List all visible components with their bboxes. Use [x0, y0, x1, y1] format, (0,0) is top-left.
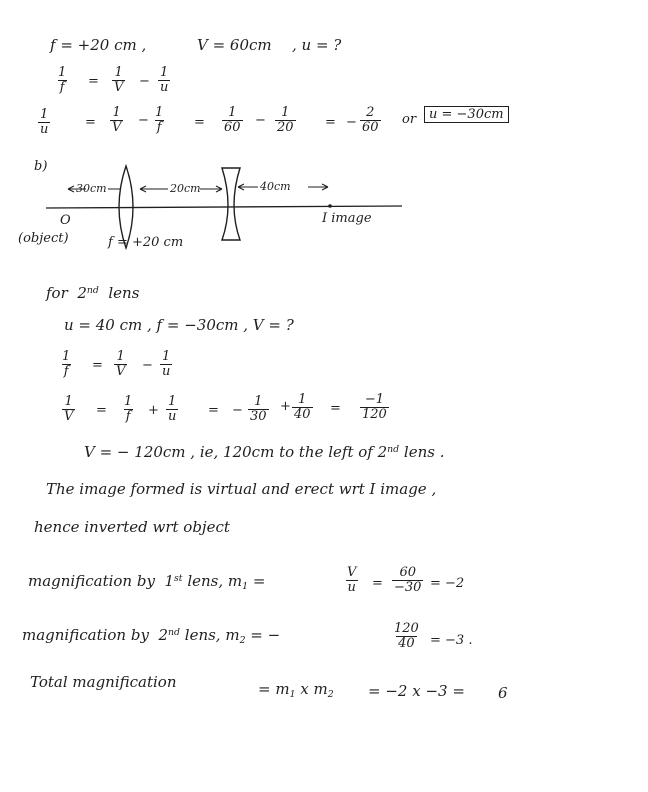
image-distance-result: V = − 120cm , ie, 120cm to the left of 2nd lens . — [84, 443, 445, 462]
explanation-line-1: The image formed is virtual and erect wrt I image , — [46, 480, 437, 498]
distance-30cm: 30cm — [76, 182, 107, 195]
object-label: O — [60, 213, 71, 228]
total-magnification-label: Total magnification — [30, 673, 177, 691]
object-caption: (object) — [18, 231, 69, 246]
total-magnification-expression: = $m_1$ x $m_2$ — [258, 680, 334, 700]
second-lens-heading: for 2nd lens — [46, 284, 140, 303]
focal-length-given: f = +20 cm , — [50, 36, 147, 54]
total-magnification-calc: = −2 x −3 = — [368, 682, 465, 700]
object-distance-unknown: , u = ? — [292, 36, 342, 54]
result-box: u = −30cm — [424, 106, 509, 123]
part-b-label: b) — [34, 159, 48, 174]
total-magnification-result: 6 — [498, 684, 508, 702]
image-distance-given: V = 60cm — [197, 36, 272, 54]
concave-lens — [222, 168, 240, 240]
distance-20cm: 20cm — [170, 182, 201, 195]
distance-40cm: 40cm — [260, 180, 291, 193]
second-lens-values: u = 40 cm , f = −30cm , V = ? — [64, 316, 294, 334]
explanation-line-2: hence inverted wrt object — [34, 518, 230, 536]
focal-length-lens1: f = +20 cm — [108, 235, 184, 250]
principal-axis — [46, 206, 402, 208]
image-point — [328, 204, 332, 208]
image-label: I image — [322, 211, 372, 226]
